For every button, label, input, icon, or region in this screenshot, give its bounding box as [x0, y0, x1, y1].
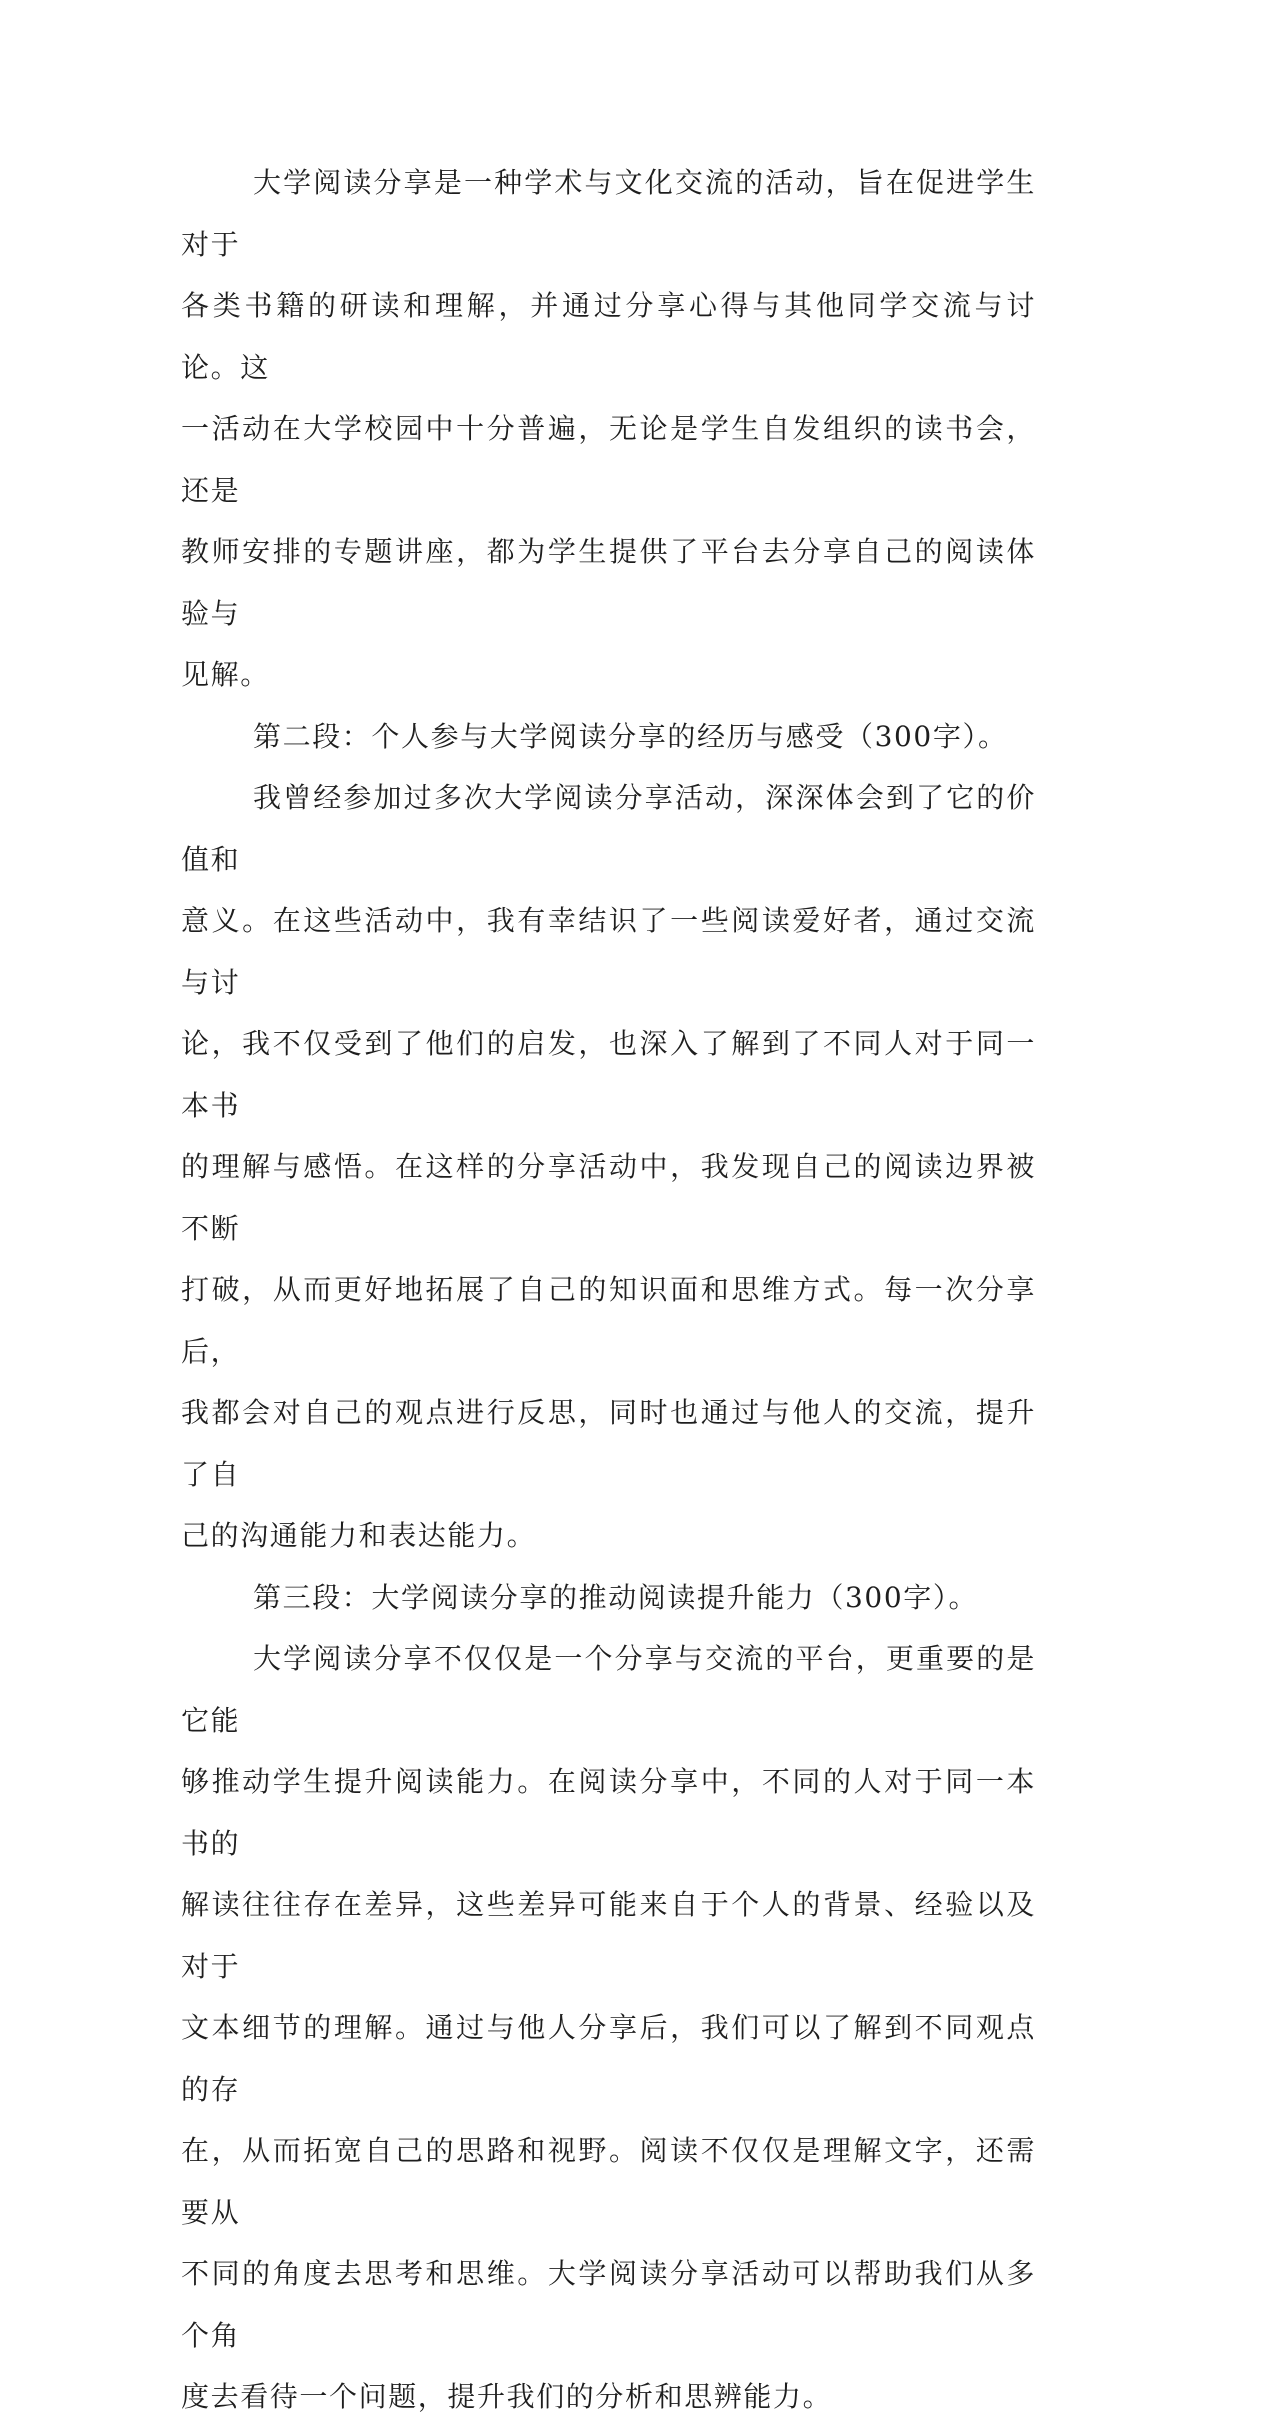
text-line: 见解。: [181, 658, 270, 691]
text-line: 的理解与感悟。在这样的分享活动中，我发现自己的阅读边界被不断: [181, 1150, 1036, 1245]
section-heading-2: 第二段：个人参与大学阅读分享的经历与感受（300字）。: [253, 719, 1008, 753]
text-line: 我都会对自己的观点进行反思，同时也通过与他人的交流，提升了自: [181, 1396, 1036, 1491]
text-line: 在，从而拓宽自己的思路和视野。阅读不仅仅是理解文字，还需要从: [181, 2134, 1036, 2229]
document-page: [181, 152, 1036, 2428]
text-line: 我曾经参加过多次大学阅读分享活动，深深体会到了它的价值和: [181, 781, 1036, 876]
text-line: 己的沟通能力和表达能力。: [181, 1519, 537, 1552]
paragraph-experience: [181, 767, 1036, 1567]
text-line: 大学阅读分享是一种学术与文化交流的活动，旨在促进学生对于: [181, 166, 1036, 261]
text-line: 论，我不仅受到了他们的启发，也深入了解到了不同人对于同一本书: [181, 1027, 1036, 1122]
text-line: 一活动在大学校园中十分普遍，无论是学生自发组织的读书会，还是: [181, 412, 1036, 507]
text-line: 意义。在这些活动中，我有幸结识了一些阅读爱好者，通过交流与讨: [181, 904, 1036, 999]
text-line: 文本细节的理解。通过与他人分享后，我们可以了解到不同观点的存: [181, 2011, 1036, 2106]
text-line: 各类书籍的研读和理解，并通过分享心得与其他同学交流与讨论。这: [181, 289, 1036, 384]
text-line: 解读往往存在差异，这些差异可能来自于个人的背景、经验以及对于: [181, 1888, 1036, 1983]
text-line: 不同的角度去思考和思维。大学阅读分享活动可以帮助我们从多个角: [181, 2257, 1036, 2352]
section-heading-3: 第三段：大学阅读分享的推动阅读提升能力（300字）。: [253, 1580, 979, 1614]
text-line: 教师安排的专题讲座，都为学生提供了平台去分享自己的阅读体验与: [181, 535, 1036, 630]
paragraph-ability: [181, 1628, 1036, 2428]
text-line: 度去看待一个问题，提升我们的分析和思辨能力。: [181, 2380, 833, 2413]
text-line: 够推动学生提升阅读能力。在阅读分享中，不同的人对于同一本书的: [181, 1765, 1036, 1860]
text-line: 打破，从而更好地拓展了自己的知识面和思维方式。每一次分享后，: [181, 1273, 1036, 1368]
paragraph-intro: [181, 152, 1036, 706]
text-line: 大学阅读分享不仅仅是一个分享与交流的平台，更重要的是它能: [181, 1642, 1036, 1737]
